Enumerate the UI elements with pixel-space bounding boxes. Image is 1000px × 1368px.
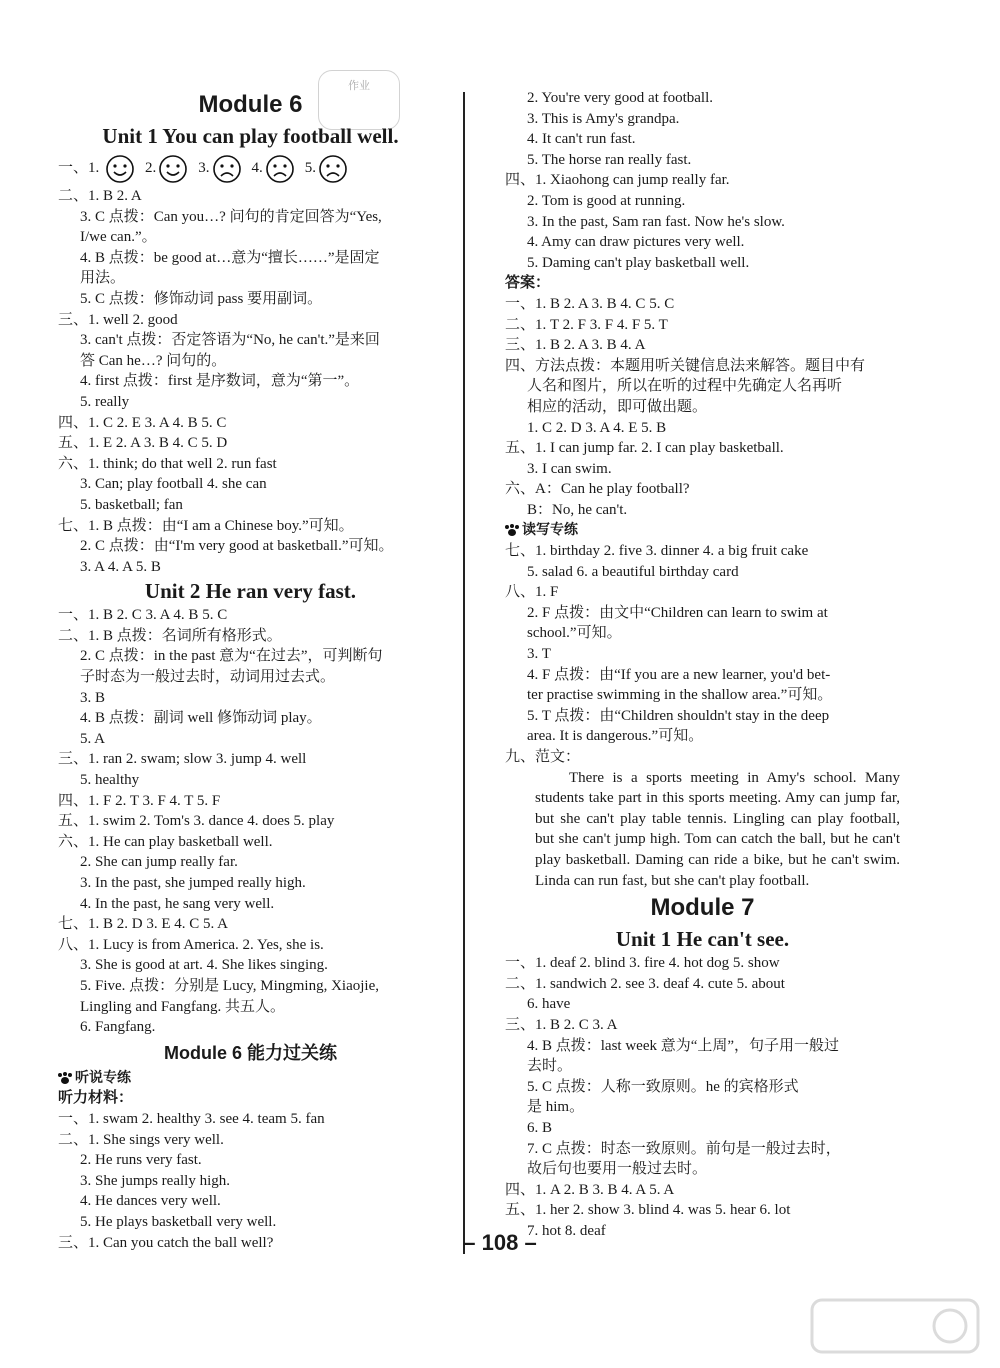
answer-line: 答 Can he…? 问句的。 bbox=[80, 352, 227, 369]
listen-material-label: 听力材料： bbox=[58, 1090, 134, 1107]
answer-line: 4. He dances very well. bbox=[80, 1193, 221, 1210]
face-label: 2. bbox=[145, 160, 157, 176]
faces-label: 一、1. bbox=[58, 160, 100, 176]
answer-line: 一、1. swam 2. healthy 3. see 4. team 5. fan bbox=[58, 1110, 325, 1127]
sad-face-icon bbox=[212, 154, 242, 184]
answer-line: 5. Daming can't play basketball well. bbox=[527, 254, 750, 271]
method-line: 四、方法点拨：本题用听关键信息法来解答。题目中有 bbox=[505, 357, 866, 374]
answer-line: 二、1. B 2. A bbox=[58, 188, 142, 204]
answer-line: 2. C 点拨：in the past 意为“在过去”，可判断句 bbox=[80, 648, 383, 665]
unit1-title: Unit 1 You can play football well. bbox=[102, 124, 399, 148]
answer-line: 八、1. Lucy is from America. 2. Yes, she is. bbox=[58, 936, 324, 953]
unit2-answers bbox=[58, 605, 443, 1037]
answer-line: 故后句也要用一般过去时。 bbox=[527, 1161, 708, 1178]
answer-line: 5. He plays basketball very well. bbox=[80, 1213, 277, 1230]
faces-container bbox=[103, 160, 358, 176]
module7-title: Module 7 bbox=[650, 894, 755, 922]
answer-line: 二、1. T 2. F 3. F 4. F 5. T bbox=[505, 316, 668, 333]
read-lines bbox=[505, 541, 900, 768]
after-method-lines bbox=[505, 418, 900, 521]
answer-line: 九、范文： bbox=[505, 749, 581, 765]
answer-line: 2. C 点拨：由“I'm very good at basketball.”可知。 bbox=[80, 538, 394, 555]
answer-line: 4. first 点拨：first 是序数词，意为“第一”。 bbox=[80, 373, 360, 390]
answer-line: 3. can't 点拨：否定答语为“No, he can't.”是来回 bbox=[80, 332, 380, 349]
answer-line: 3. She jumps really high. bbox=[80, 1172, 230, 1189]
m7-unit1-title: Unit 1 He can't see. bbox=[615, 927, 790, 952]
face-label: 5. bbox=[304, 160, 317, 176]
answer-line: 七、1. B 2. D 3. E 4. C 5. A bbox=[58, 916, 229, 933]
happy-face-icon bbox=[105, 154, 135, 184]
essay-text: There is a sports meeting in Amy's school. Many students take part in this sports meeting. Amy can jump far, but she can't play table tennis. Lingling can play football, but she can't jump high. Tom can catch the ball, but he can't play basketball. Daming can ride a bike, but he can't swim. Linda can run fast, but she can't play football. bbox=[535, 769, 900, 889]
answer-line: 2. He runs very fast. bbox=[80, 1152, 202, 1169]
answer-line: 1. C 2. D 3. A 4. E 5. B bbox=[527, 419, 667, 436]
answer-line: 是 him。 bbox=[527, 1099, 585, 1116]
answer-line: 2. F 点拨：由文中“Children can learn to swim at bbox=[527, 604, 828, 621]
answer-line: 去时。 bbox=[527, 1058, 573, 1075]
watermark-logo bbox=[810, 1296, 980, 1356]
answer-line: 5. salad 6. a beautiful birthday card bbox=[527, 563, 739, 580]
read-tag bbox=[505, 520, 900, 541]
answer-line: 4. F 点拨：由“If you are a new learner, you'd bet- bbox=[527, 666, 831, 683]
answers-label: 答案： bbox=[505, 275, 551, 292]
answer-line: 3. She is good at art. 4. She likes singing. bbox=[80, 957, 328, 974]
answer-line: 三、1. B 2. C 3. A bbox=[505, 1016, 618, 1033]
right-column bbox=[505, 88, 900, 1241]
answer-line: 七、1. B 点拨：由“I am a Chinese boy.”可知。 bbox=[58, 517, 354, 534]
stamp-text: 作业 bbox=[348, 80, 370, 92]
answer-line: 四、1. F 2. T 3. F 4. T 5. F bbox=[58, 792, 221, 809]
answer-line: 一、1. deaf 2. blind 3. fire 4. hot dog 5. show bbox=[505, 955, 780, 972]
answer-line: 八、1. F bbox=[505, 584, 559, 601]
answer-line: 7. C 点拨：时态一致原则。前句是一般过去时， bbox=[527, 1140, 841, 1157]
answer-line: 一、1. B 2. C 3. A 4. B 5. C bbox=[58, 607, 228, 624]
answer-line: 五、1. E 2. A 3. B 4. C 5. D bbox=[58, 435, 228, 452]
answer-line: 子时态为一般过去时，动词用过去式。 bbox=[80, 669, 336, 686]
answer-line: 一、1. B 2. A 3. B 4. C 5. C bbox=[505, 295, 675, 312]
answer-line: 3. In the past, Sam ran fast. Now he's slow. bbox=[527, 213, 785, 230]
answer-line: 四、1. Xiaohong can jump really far. bbox=[505, 172, 730, 189]
answer-line: 五、1. her 2. show 3. blind 4. was 5. hear 6. lot bbox=[505, 1202, 791, 1219]
answer-line: 3. C 点拨：Can you…? 问句的肯定回答为“Yes, bbox=[80, 208, 382, 225]
answer-line: 三、1. B 2. A 3. B 4. A bbox=[505, 337, 646, 354]
faces-row bbox=[58, 150, 443, 186]
answer-line: ter practise swimming in the shallow area.”可知。 bbox=[527, 687, 833, 704]
answer-line: 5. The horse ran really fast. bbox=[527, 151, 692, 168]
answer-line: 三、1. well 2. good bbox=[58, 311, 178, 328]
happy-face-icon bbox=[158, 154, 188, 184]
answer-line: 4. B 点拨：last week 意为“上周”，句子用一般过 bbox=[527, 1037, 840, 1054]
method-line: 相应的活动，即可做出题。 bbox=[527, 398, 708, 415]
face-label: 4. bbox=[251, 160, 263, 176]
answer-line: area. It is dangerous.”可知。 bbox=[527, 728, 704, 745]
answer-line: 五、1. swim 2. Tom's 3. dance 4. does 5. play bbox=[58, 813, 335, 830]
ability-title: Module 6 能力过关练 bbox=[163, 1042, 337, 1063]
method-line: 人名和图片，所以在听的过程中先确定人名再听 bbox=[527, 378, 843, 395]
answer-line: 2. She can jump really far. bbox=[80, 854, 238, 871]
answer-line: 6. B bbox=[527, 1119, 553, 1136]
answer-line: 5. healthy bbox=[80, 772, 140, 789]
answer-line: 3. B bbox=[80, 689, 106, 706]
answer-line: 2. You're very good at football. bbox=[527, 90, 714, 106]
answer-line: 4. In the past, he sang very well. bbox=[80, 895, 275, 912]
answer-line: B：No, he can't. bbox=[527, 501, 628, 518]
page-number: – 108 – bbox=[463, 1230, 537, 1255]
answer-line: 3. I can swim. bbox=[527, 460, 612, 477]
answer-line: 五、1. I can jump far. 2. I can play basketball. bbox=[505, 440, 784, 457]
answer-line: 用法。 bbox=[80, 270, 126, 287]
left-column bbox=[58, 88, 443, 1253]
model-essay bbox=[505, 768, 900, 892]
answer-line: 7. hot 8. deaf bbox=[527, 1222, 606, 1239]
answer-line: 二、1. B 点拨：名词所有格形式。 bbox=[58, 627, 282, 644]
answer-line: 二、1. sandwich 2. see 3. deaf 4. cute 5. about bbox=[505, 975, 785, 992]
answer-line: 5. A bbox=[80, 730, 106, 747]
sad-face-icon bbox=[318, 154, 348, 184]
unit2-title: Unit 2 He ran very fast. bbox=[144, 579, 357, 604]
answer-line: 6. Fangfang. bbox=[80, 1019, 156, 1036]
answer-line: Lingling and Fangfang. 共五人。 bbox=[80, 998, 285, 1015]
answer-line: 2. Tom is good at running. bbox=[527, 192, 686, 209]
answer-line: 4. It can't run fast. bbox=[527, 131, 636, 148]
column-divider bbox=[463, 92, 465, 1254]
paw-icon bbox=[505, 524, 519, 536]
right-top-lines bbox=[505, 88, 900, 273]
listen-tag-label: 听说专练 bbox=[75, 1069, 131, 1086]
module7-answers bbox=[505, 953, 900, 1241]
read-tag-label: 读写专练 bbox=[522, 522, 578, 539]
answer-line: I/we can.”。 bbox=[80, 229, 157, 246]
answer-line: 六、A：Can he play football? bbox=[505, 481, 690, 498]
answer-line: 七、1. birthday 2. five 3. dinner 4. a big fruit cake bbox=[505, 543, 809, 560]
face-label: 3. bbox=[198, 160, 210, 176]
answer-line: 5. really bbox=[80, 393, 130, 410]
answer-line: 3. A 4. A 5. B bbox=[80, 558, 161, 575]
answer-line: 三、1. ran 2. swam; slow 3. jump 4. well bbox=[58, 751, 307, 768]
answer-line: 5. Five. 点拨：分别是 Lucy, Mingming, Xiaojie, bbox=[80, 977, 380, 994]
answer-line: 5. C 点拨：人称一致原则。he 的宾格形式 bbox=[527, 1078, 799, 1095]
answers-lines bbox=[505, 294, 900, 356]
answer-line: school.”可知。 bbox=[527, 625, 622, 642]
answer-line: 3. In the past, she jumped really high. bbox=[80, 875, 306, 891]
answer-line: 5. basketball; fan bbox=[80, 496, 183, 513]
unit1-answers bbox=[58, 186, 443, 577]
listen-tag bbox=[58, 1068, 443, 1089]
module6-title: Module 6 bbox=[198, 91, 303, 118]
answer-line: 四、1. A 2. B 3. B 4. A 5. A bbox=[505, 1181, 675, 1198]
answer-line: 3. T bbox=[527, 646, 551, 663]
answer-line: 4. B 点拨：副词 well 修饰动词 play。 bbox=[80, 710, 322, 727]
answer-line: 6. have bbox=[527, 996, 571, 1013]
paw-icon bbox=[58, 1072, 72, 1084]
answer-line: 二、1. She sings very well. bbox=[58, 1131, 224, 1148]
answer-line: 六、1. think; do that well 2. run fast bbox=[58, 455, 277, 472]
answer-line: 4. Amy can draw pictures very well. bbox=[527, 234, 745, 251]
answer-line: 5. C 点拨：修饰动词 pass 要用副词。 bbox=[80, 290, 323, 307]
answer-line: 六、1. He can play basketball well. bbox=[58, 833, 273, 850]
sad-face-icon bbox=[265, 154, 295, 184]
answer-line: 3. This is Amy's grandpa. bbox=[527, 110, 680, 127]
answer-line: 4. B 点拨：be good at…意为“擅长……”是固定 bbox=[80, 249, 380, 266]
answer-line: 3. Can; play football 4. she can bbox=[80, 476, 267, 493]
answer-line: 三、1. Can you catch the ball well? bbox=[58, 1234, 274, 1251]
answer-line: 四、1. C 2. E 3. A 4. B 5. C bbox=[58, 414, 227, 431]
answer-line: 5. T 点拨：由“Children shouldn't stay in the deep bbox=[527, 707, 830, 724]
